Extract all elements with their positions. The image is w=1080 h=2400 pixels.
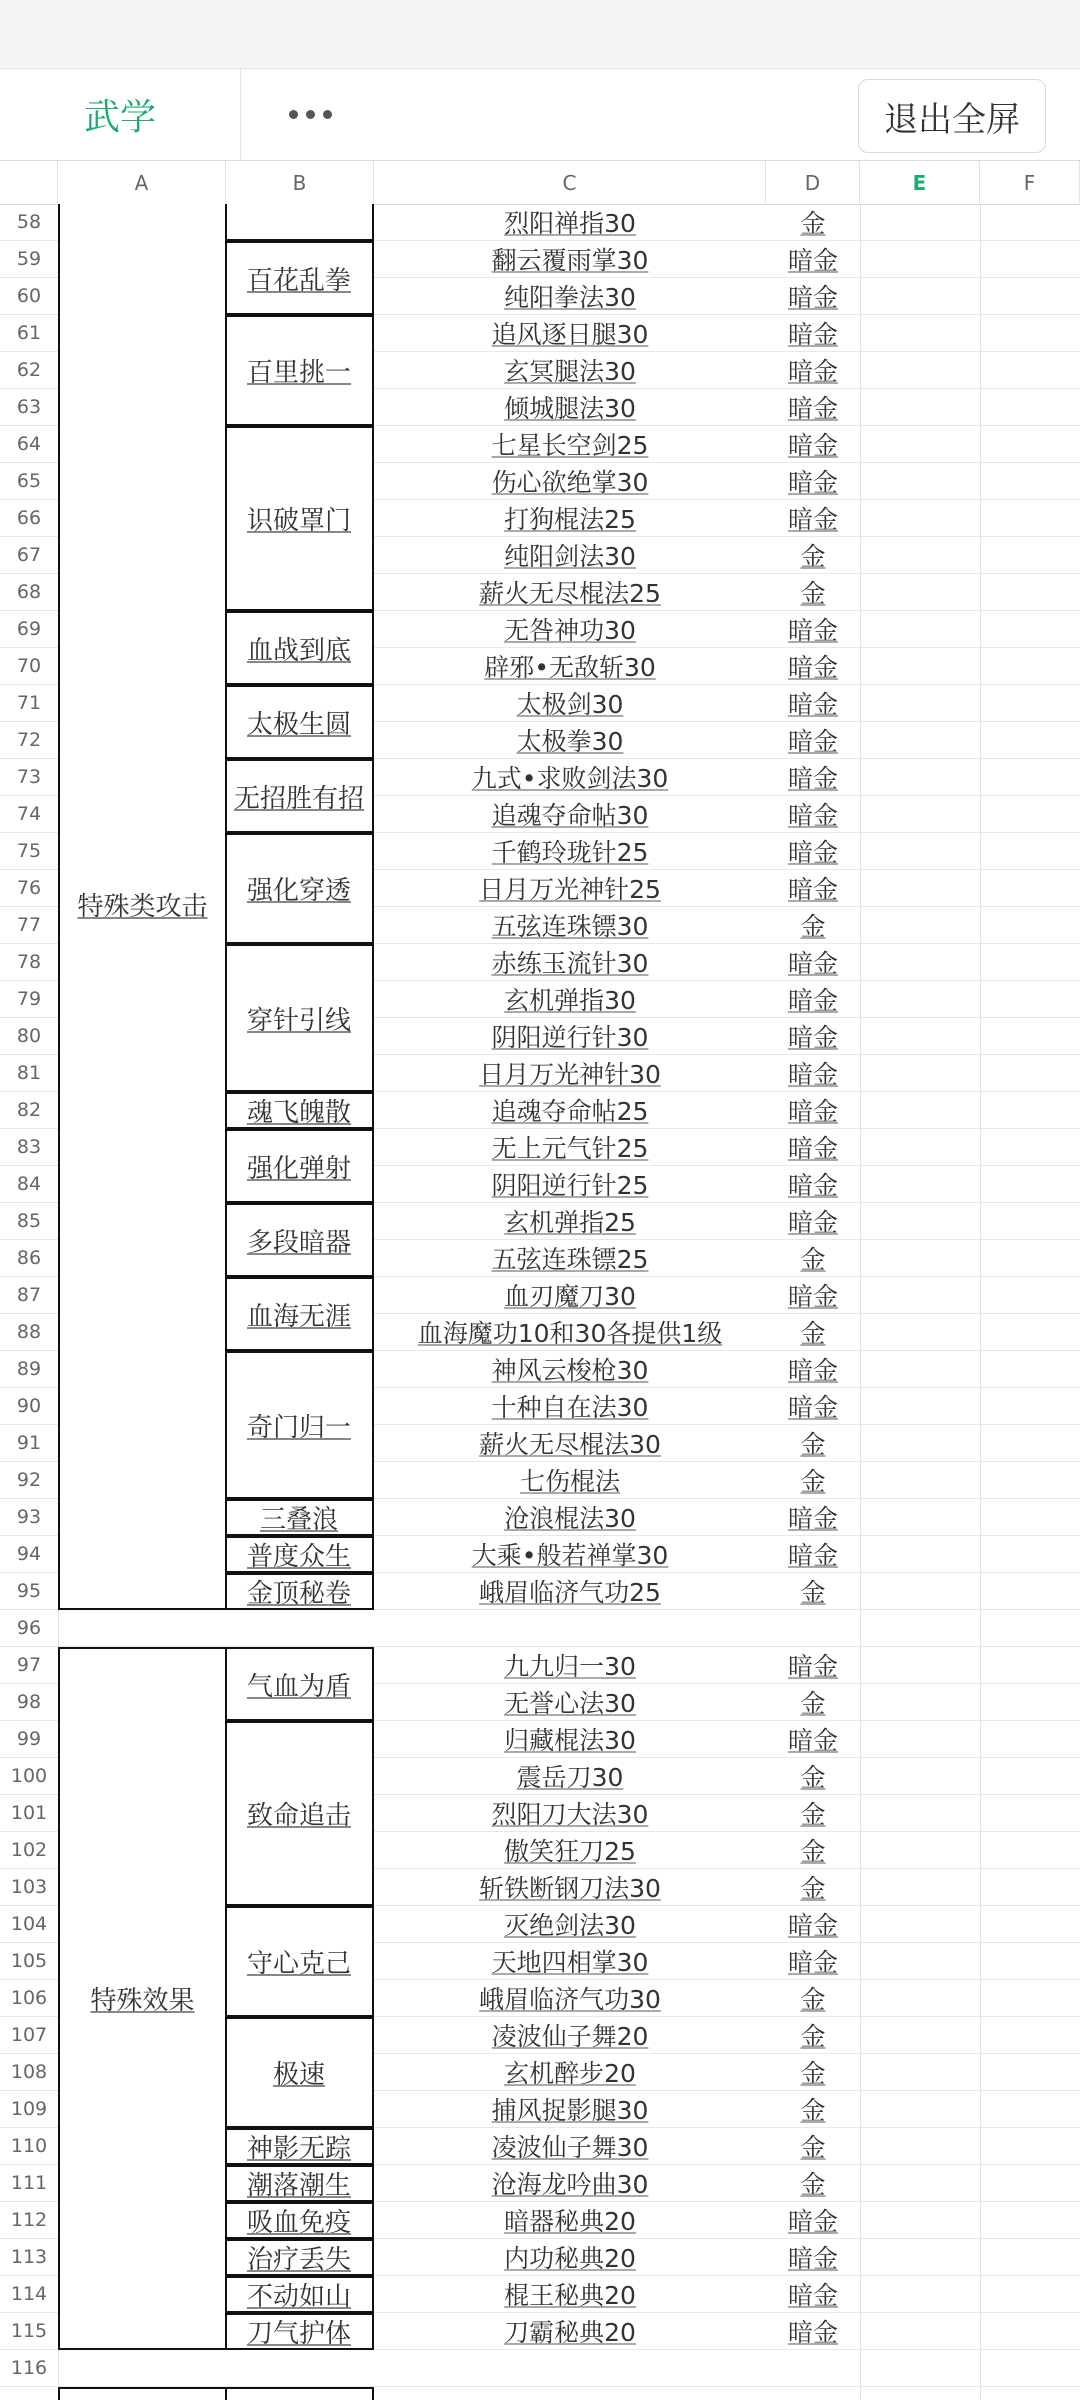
row-number[interactable]: 80 <box>0 1018 59 1054</box>
row-number[interactable]: 69 <box>0 611 59 647</box>
merged-cell-b[interactable]: 吸血免疫 <box>226 2202 374 2239</box>
cell-grade[interactable]: 暗金 <box>787 1393 838 1422</box>
row-number[interactable]: 108 <box>0 2054 59 2090</box>
cell-grade[interactable]: 暗金 <box>787 1097 838 1126</box>
cell-grade[interactable]: 暗金 <box>787 1060 838 1089</box>
cell-grade[interactable]: 暗金 <box>787 2207 838 2236</box>
merged-cell-b[interactable]: 百里挑一 <box>226 315 374 426</box>
merged-cell-b[interactable]: 穿针引线 <box>226 944 374 1092</box>
cell-grade[interactable]: 暗金 <box>787 616 838 645</box>
cell-grade[interactable]: 金 <box>800 1430 826 1459</box>
row-number[interactable]: 79 <box>0 981 59 1017</box>
row-number[interactable]: 92 <box>0 1462 59 1498</box>
row-number[interactable]: 100 <box>0 1758 59 1794</box>
merged-cell-b[interactable]: 血海无涯 <box>226 1277 374 1351</box>
cell-grade[interactable]: 暗金 <box>787 357 838 386</box>
row-number[interactable] <box>0 2387 59 2400</box>
cell-grade[interactable]: 暗金 <box>787 394 838 423</box>
cell-grade[interactable]: 暗金 <box>787 320 838 349</box>
cell-skill-name[interactable]: 神风云梭枪30 <box>491 1356 649 1385</box>
cell-skill-name[interactable]: 赤练玉流针30 <box>491 949 649 978</box>
row-number[interactable]: 87 <box>0 1277 59 1313</box>
merged-cell-a[interactable]: 特殊类攻击 <box>58 204 227 1610</box>
cell-grade[interactable]: 金 <box>800 1467 826 1496</box>
cell-skill-name[interactable]: 棍王秘典20 <box>504 2281 636 2310</box>
cell-grade[interactable]: 暗金 <box>787 875 838 904</box>
merged-cell-b[interactable]: 普度众生 <box>226 1536 374 1573</box>
merged-cell-b[interactable]: 不动如山 <box>226 2276 374 2313</box>
cell-skill-name[interactable]: 灭绝剑法30 <box>504 1911 636 1940</box>
cell-grade[interactable]: 暗金 <box>787 690 838 719</box>
cell-skill-name[interactable] <box>374 1610 766 1646</box>
cell-skill-name[interactable]: 烈阳刀大法30 <box>491 1800 649 1829</box>
cell-grade[interactable]: 暗金 <box>787 764 838 793</box>
row-number[interactable]: 103 <box>0 1869 59 1905</box>
merged-cell-b[interactable]: 治疗丢失 <box>226 2239 374 2276</box>
merged-cell-b[interactable]: 奇门归一 <box>226 1351 374 1499</box>
cell-grade[interactable]: 暗金 <box>787 1134 838 1163</box>
cell-skill-name[interactable]: 辟邪•无敌斩30 <box>484 653 656 682</box>
status-bar <box>0 0 1080 69</box>
row-number[interactable]: 68 <box>0 574 59 610</box>
merged-cell-b[interactable]: 三叠浪 <box>226 1499 374 1536</box>
cell-grade[interactable]: 金 <box>800 1837 826 1866</box>
column-header-f[interactable]: F <box>980 161 1080 204</box>
cell-grade[interactable]: 金 <box>800 1578 826 1607</box>
cell-skill-name[interactable]: 凌波仙子舞20 <box>491 2022 649 2051</box>
column-header-c[interactable]: C <box>374 161 766 204</box>
cell-grade[interactable]: 金 <box>800 1319 826 1348</box>
cell-skill-name[interactable]: 阴阳逆行针25 <box>491 1171 649 1200</box>
cell-grade[interactable]: 金 <box>800 1800 826 1829</box>
cell-grade[interactable]: 金 <box>800 912 826 941</box>
row-number[interactable]: 95 <box>0 1573 59 1609</box>
cell-grade[interactable]: 暗金 <box>787 1911 838 1940</box>
cell-skill-name[interactable]: 震岳刀30 <box>516 1763 624 1792</box>
row-number[interactable]: 107 <box>0 2017 59 2053</box>
merged-cell-b[interactable]: 血战到底 <box>226 611 374 685</box>
cell-skill-name[interactable] <box>374 2350 766 2386</box>
row-number[interactable]: 85 <box>0 1203 59 1239</box>
merged-cell-b[interactable]: 刀气护体 <box>226 2313 374 2350</box>
cell-grade[interactable]: 金 <box>800 2170 826 2199</box>
cell-grade[interactable]: 金 <box>800 1245 826 1274</box>
cell-grade[interactable]: 暗金 <box>787 431 838 460</box>
cell-grade[interactable]: 金 <box>800 542 826 571</box>
cell-skill-name[interactable]: 阴阳逆行针30 <box>491 1023 649 1052</box>
cell-skill-name[interactable]: 无上元气针25 <box>491 1134 649 1163</box>
cell-grade[interactable]: 暗金 <box>787 949 838 978</box>
toolbar <box>0 69 1080 161</box>
cell-grade[interactable]: 暗金 <box>787 2281 838 2310</box>
row-number[interactable]: 81 <box>0 1055 59 1091</box>
cell-grade[interactable]: 暗金 <box>787 1208 838 1237</box>
cell-skill-name[interactable]: 无咎神功30 <box>504 616 636 645</box>
cell-grade[interactable] <box>766 2387 860 2400</box>
row-number[interactable]: 72 <box>0 722 59 758</box>
cell-grade[interactable]: 金 <box>800 2059 826 2088</box>
cell-grade[interactable]: 金 <box>800 1874 826 1903</box>
row-number[interactable]: 96 <box>0 1610 59 1646</box>
merged-cell-b[interactable]: 百花乱拳 <box>226 241 374 315</box>
cell-grade[interactable]: 暗金 <box>787 2244 838 2273</box>
cell-skill-name[interactable]: 十种自在法30 <box>491 1393 649 1422</box>
cell-skill-name[interactable]: 纯阳剑法30 <box>504 542 636 571</box>
cell-skill-name[interactable]: 太极拳30 <box>516 727 624 756</box>
cell-skill-name[interactable]: 薪火无尽棍法30 <box>479 1430 661 1459</box>
cell-skill-name[interactable]: 薪火无尽棍法25 <box>479 579 661 608</box>
row-number[interactable]: 91 <box>0 1425 59 1461</box>
row-number[interactable]: 77 <box>0 907 59 943</box>
row-number[interactable]: 61 <box>0 315 59 351</box>
cell-skill-name[interactable]: 倾城腿法30 <box>504 394 636 423</box>
cell-skill-name[interactable] <box>374 2387 766 2400</box>
row-number[interactable]: 88 <box>0 1314 59 1350</box>
row-number[interactable]: 115 <box>0 2313 59 2349</box>
row-number[interactable]: 83 <box>0 1129 59 1165</box>
cell-skill-name[interactable]: 七伤棍法 <box>519 1467 620 1496</box>
merged-cell-b[interactable]: 识破罩门 <box>226 426 374 611</box>
table-row[interactable] <box>0 1610 1080 1647</box>
cell-grade[interactable]: 金 <box>800 579 826 608</box>
cell-skill-name[interactable]: 五弦连珠镖30 <box>491 912 649 941</box>
merged-cell-b[interactable]: 气血为盾 <box>226 1647 374 1721</box>
cell-skill-name[interactable]: 玄机醉步20 <box>504 2059 636 2088</box>
row-number[interactable]: 66 <box>0 500 59 536</box>
row-number[interactable]: 71 <box>0 685 59 721</box>
sheet-tab-wuxue[interactable]: 武学 <box>0 69 241 160</box>
cell-skill-name[interactable]: 纯阳拳法30 <box>504 283 636 312</box>
cell-grade[interactable]: 暗金 <box>787 838 838 867</box>
column-header-b[interactable]: B <box>226 161 374 204</box>
cell-skill-name[interactable]: 峨眉临济气功30 <box>479 1985 661 2014</box>
cell-skill-name[interactable]: 内功秘典20 <box>504 2244 636 2273</box>
row-number[interactable]: 62 <box>0 352 59 388</box>
row-number[interactable]: 75 <box>0 833 59 869</box>
cell-grade[interactable]: 暗金 <box>787 1726 838 1755</box>
merged-cell-a[interactable]: 特殊效果 <box>58 1647 227 2350</box>
cell-grade[interactable]: 暗金 <box>787 1504 838 1533</box>
cell-grade[interactable]: 暗金 <box>787 1652 838 1681</box>
cell-skill-name[interactable]: 七星长空剑25 <box>491 431 649 460</box>
cell-skill-name[interactable]: 打狗棍法25 <box>504 505 636 534</box>
cell-grade[interactable]: 金 <box>800 1689 826 1718</box>
cell-grade[interactable] <box>766 1610 860 1646</box>
row-number[interactable]: 60 <box>0 278 59 314</box>
row-number[interactable]: 78 <box>0 944 59 980</box>
column-header-e[interactable]: E <box>860 161 980 204</box>
row-number[interactable]: 63 <box>0 389 59 425</box>
cell-skill-name[interactable]: 凌波仙子舞30 <box>491 2133 649 2162</box>
row-number[interactable]: 73 <box>0 759 59 795</box>
row-number[interactable]: 105 <box>0 1943 59 1979</box>
cell-skill-name[interactable]: 刀霸秘典20 <box>504 2318 636 2347</box>
row-number[interactable]: 94 <box>0 1536 59 1572</box>
cell-grade[interactable]: 金 <box>800 2133 826 2162</box>
cell-grade[interactable]: 暗金 <box>787 1023 838 1052</box>
cell-skill-name[interactable]: 翻云覆雨掌30 <box>491 246 649 275</box>
exit-fullscreen-button[interactable]: 退出全屏 <box>858 79 1046 153</box>
row-number[interactable]: 101 <box>0 1795 59 1831</box>
row-number[interactable]: 97 <box>0 1647 59 1683</box>
cell-grade[interactable]: 金 <box>800 2096 826 2125</box>
cell-grade[interactable]: 暗金 <box>787 986 838 1015</box>
cell-skill-name[interactable]: 峨眉临济气功25 <box>479 1578 661 1607</box>
column-header-d[interactable]: D <box>766 161 860 204</box>
cell-grade[interactable]: 暗金 <box>787 1282 838 1311</box>
row-number[interactable]: 111 <box>0 2165 59 2201</box>
cell-skill-name[interactable]: 沧浪棍法30 <box>504 1504 636 1533</box>
cell-grade[interactable]: 暗金 <box>787 1356 838 1385</box>
row-number[interactable]: 110 <box>0 2128 59 2164</box>
cell-grade[interactable]: 暗金 <box>787 2318 838 2347</box>
column-header-a[interactable]: A <box>58 161 226 204</box>
row-number[interactable]: 67 <box>0 537 59 573</box>
cell-skill-name[interactable]: 追魂夺命帖25 <box>491 1097 649 1126</box>
row-number[interactable]: 106 <box>0 1980 59 2016</box>
cell-skill-name[interactable]: 九式•求败剑法30 <box>471 764 669 793</box>
cell-skill-name[interactable]: 伤心欲绝掌30 <box>491 468 649 497</box>
row-number[interactable]: 113 <box>0 2239 59 2275</box>
row-number[interactable]: 109 <box>0 2091 59 2127</box>
row-number[interactable]: 93 <box>0 1499 59 1535</box>
cell-skill-name[interactable]: 无誉心法30 <box>504 1689 636 1718</box>
cell-skill-name[interactable]: 沧海龙吟曲30 <box>491 2170 649 2199</box>
row-number[interactable]: 114 <box>0 2276 59 2312</box>
cell-skill-name[interactable]: 九九归一30 <box>504 1652 636 1681</box>
more-options-icon[interactable] <box>240 69 380 160</box>
cell-grade[interactable]: 暗金 <box>787 801 838 830</box>
merged-cell-b[interactable]: 神影无踪 <box>226 2128 374 2165</box>
row-number[interactable]: 59 <box>0 241 59 277</box>
merged-cell-b[interactable]: 守心克己 <box>226 1906 374 2017</box>
row-number[interactable]: 116 <box>0 2350 59 2386</box>
cell-skill-name[interactable]: 烈阳禅指30 <box>504 209 636 238</box>
merged-cell-b[interactable]: 无招胜有招 <box>226 759 374 833</box>
cell-grade[interactable]: 暗金 <box>787 505 838 534</box>
cell-skill-name[interactable]: 太极剑30 <box>516 690 624 719</box>
cell-grade[interactable]: 金 <box>800 209 826 238</box>
cell-grade[interactable]: 暗金 <box>787 1948 838 1977</box>
row-number[interactable]: 102 <box>0 1832 59 1868</box>
row-number[interactable]: 82 <box>0 1092 59 1128</box>
cell-skill-name[interactable]: 追魂夺命帖30 <box>491 801 649 830</box>
cell-grade[interactable]: 暗金 <box>787 283 838 312</box>
cell-grade[interactable]: 金 <box>800 1763 826 1792</box>
next-merged-cell[interactable] <box>226 2387 374 2400</box>
cell-skill-name[interactable]: 玄冥腿法30 <box>504 357 636 386</box>
cell-grade[interactable] <box>766 2350 860 2386</box>
cell-skill-name[interactable]: 归藏棍法30 <box>504 1726 636 1755</box>
row-number[interactable]: 99 <box>0 1721 59 1757</box>
row-number[interactable]: 112 <box>0 2202 59 2238</box>
cell-skill-name[interactable]: 傲笑狂刀25 <box>504 1837 636 1866</box>
merged-cell-b[interactable]: 太极生圆 <box>226 685 374 759</box>
cell-grade[interactable]: 暗金 <box>787 1541 838 1570</box>
row-number[interactable]: 90 <box>0 1388 59 1424</box>
cell-grade[interactable]: 暗金 <box>787 468 838 497</box>
column-header-bar <box>0 161 1080 205</box>
next-merged-cell[interactable] <box>58 2387 227 2400</box>
cell-grade[interactable]: 暗金 <box>787 653 838 682</box>
cell-skill-name[interactable]: 天地四相掌30 <box>491 1948 649 1977</box>
row-number[interactable]: 89 <box>0 1351 59 1387</box>
cell-grade[interactable]: 暗金 <box>787 1171 838 1200</box>
row-number[interactable]: 104 <box>0 1906 59 1942</box>
corner-cell[interactable] <box>0 161 58 204</box>
row-number[interactable]: 64 <box>0 426 59 462</box>
row-number[interactable]: 84 <box>0 1166 59 1202</box>
cell-skill-name[interactable]: 千鹤玲珑针25 <box>491 838 649 867</box>
row-number[interactable]: 58 <box>0 204 59 240</box>
cell-skill-name[interactable]: 血刃魔刀30 <box>504 1282 636 1311</box>
merged-cell-b[interactable]: 强化穿透 <box>226 833 374 944</box>
merged-cell-b[interactable]: 金顶秘卷 <box>226 1573 374 1610</box>
cell-skill-name[interactable]: 暗器秘典20 <box>504 2207 636 2236</box>
cell-skill-name[interactable]: 日月万光神针25 <box>479 875 661 904</box>
cell-skill-name[interactable]: 玄机弹指30 <box>504 986 636 1015</box>
cell-grade[interactable]: 金 <box>800 1985 826 2014</box>
spreadsheet-grid[interactable] <box>0 204 1080 2400</box>
merged-cell-b[interactable]: 强化弹射 <box>226 1129 374 1203</box>
cell-grade[interactable]: 暗金 <box>787 727 838 756</box>
table-row[interactable] <box>0 2350 1080 2387</box>
cell-skill-name[interactable]: 捕风捉影腿30 <box>491 2096 649 2125</box>
merged-cell-b[interactable]: 多段暗器 <box>226 1203 374 1277</box>
merged-cell-b[interactable]: 魂飞魄散 <box>226 1092 374 1129</box>
cell-grade[interactable]: 金 <box>800 2022 826 2051</box>
row-number[interactable]: 65 <box>0 463 59 499</box>
row-number[interactable]: 98 <box>0 1684 59 1720</box>
merged-cell-b[interactable]: 极速 <box>226 2017 374 2128</box>
row-number[interactable]: 86 <box>0 1240 59 1276</box>
row-number[interactable]: 74 <box>0 796 59 832</box>
row-number[interactable]: 70 <box>0 648 59 684</box>
merged-cell-b[interactable]: 潮落潮生 <box>226 2165 374 2202</box>
cell-grade[interactable]: 暗金 <box>787 246 838 275</box>
cell-skill-name[interactable]: 玄机弹指25 <box>504 1208 636 1237</box>
cell-skill-name[interactable]: 大乘•般若禅掌30 <box>471 1541 669 1570</box>
cell-skill-name[interactable]: 五弦连珠镖25 <box>491 1245 649 1274</box>
merged-cell-b[interactable]: 致命追击 <box>226 1721 374 1906</box>
cell-skill-name[interactable]: 斩铁断钢刀法30 <box>479 1874 661 1903</box>
cell-skill-name[interactable]: 日月万光神针30 <box>479 1060 661 1089</box>
cell-skill-name[interactable]: 追风逐日腿30 <box>491 320 649 349</box>
row-number[interactable]: 76 <box>0 870 59 906</box>
merged-cell-b[interactable] <box>226 204 374 241</box>
cell-skill-name[interactable]: 血海魔功10和30各提供1级 <box>417 1319 723 1348</box>
